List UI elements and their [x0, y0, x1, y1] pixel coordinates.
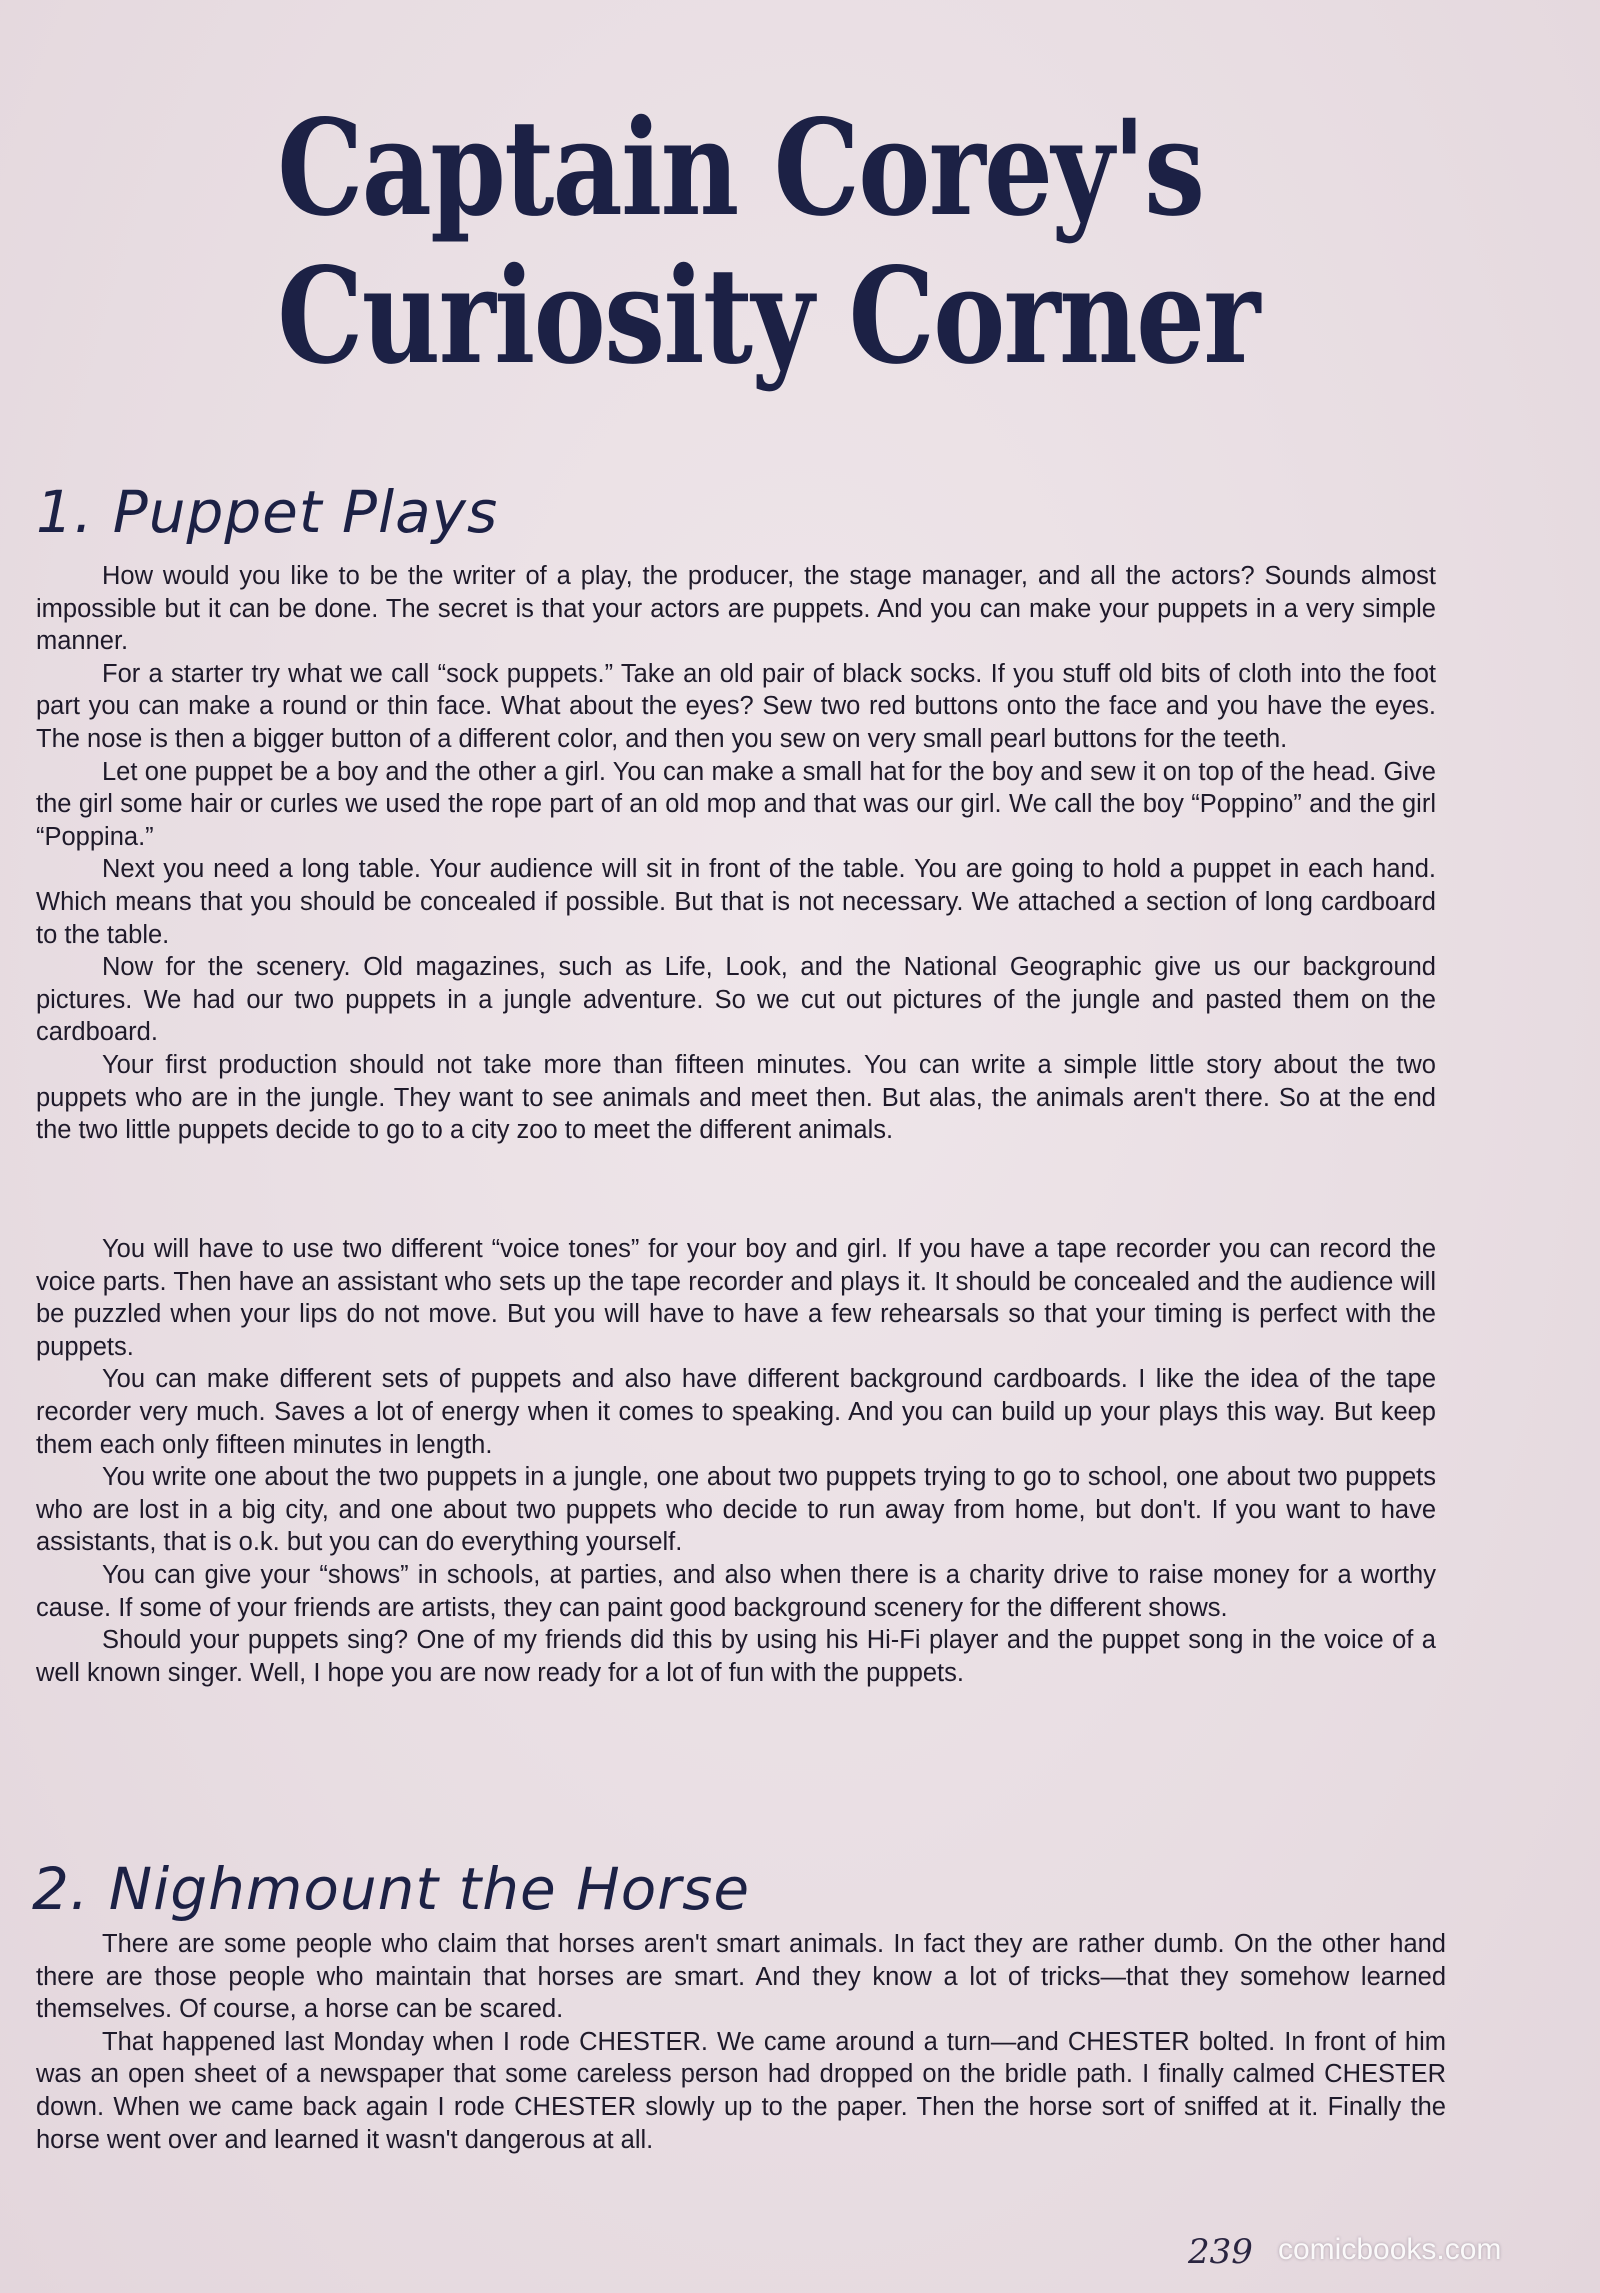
paragraph: You write one about the two puppets in a jungle, one about two puppets trying to go to school, one about two puppets who are lost in a big city, and one about two puppets who decide to run away from home, but don't. If you want to have assistants, that is o.k. but you can do everything yourself. — [36, 1463, 1436, 1557]
puppet-plays-body-part-2 — [36, 1233, 1436, 1689]
page-number: 239 — [1188, 2232, 1253, 2272]
paragraph: Should your puppets sing? One of my friends did this by using his Hi-Fi player and the puppet song in the voice of a well known singer. Well, I hope you are now ready for a lot of fun with the puppets. — [36, 1626, 1436, 1687]
paragraph: For a starter try what we call “sock puppets.” Take an old pair of black socks. If you stuff old bits of cloth into the foot part you can make a round or thin face. What about the eyes? Sew two red buttons onto the face and you have the eyes. The nose is then a bigger button of a different color, and then you sew on very small pearl buttons for the teeth. — [36, 659, 1436, 753]
section-heading-nighmount-the-horse: 2. Nighmount the Horse — [32, 1855, 750, 1923]
section-heading-puppet-plays: 1. Puppet Plays — [36, 478, 499, 546]
title-line-1: Captain Corey's — [277, 91, 1204, 246]
paragraph: Let one puppet be a boy and the other a girl. You can make a small hat for the boy and sew it on top of the head. Give the girl some hair or curles we used the rope part of an old mop and that was our girl. We call the boy “Poppino” and the girl “Poppina.” — [36, 757, 1436, 851]
paragraph: There are some people who claim that horses aren't smart animals. In fact they are rather dumb. On the other hand there are those people who maintain that horses are smart. And they know a lot of tricks—that they somehow learned themselves. Of course, a horse can be scared. — [36, 1930, 1446, 2024]
paragraph: You can make different sets of puppets and also have different background cardboards. I like the idea of the tape recorder very much. Saves a lot of energy when it comes to speaking. And you can build up your plays this way. But keep them each only fifteen minutes in length. — [36, 1365, 1436, 1459]
paragraph: You will have to use two different “voice tones” for your boy and girl. If you have a tape recorder you can record the voice parts. Then have an assistant who sets up the tape recorder and plays it. It should be concealed and the audience will be puzzled when your lips do not move. But you will have to have a few rehearsals so that your timing is perfect with the puppets. — [36, 1235, 1436, 1361]
nighmount-body — [36, 1928, 1446, 2156]
paragraph: Your first production should not take more than fifteen minutes. You can write a simple little story about the two puppets who are in the jungle. They want to see animals and meet then. But alas, the animals aren't there. So at the end the two little puppets decide to go to a city zoo to meet the different animals. — [36, 1050, 1436, 1145]
page-title — [180, 91, 1260, 394]
paragraph: How would you like to be the writer of a play, the producer, the stage manager, and all the actors? Sounds almost impossible but it can be done. The secret is that your actors are puppets. And you can make your puppets in a very simple manner. — [36, 562, 1436, 656]
paragraph: That happened last Monday when I rode CHESTER. We came around a turn—and CHESTER bolted. In front of him was an open sheet of a newspaper that some careless person had dropped on the bridle path. I finally calmed CHESTER down. When we came back again I rode CHESTER slowly up to the paper. Then the horse sort of sniffed at it. Finally the horse went over and learned it wasn't dangerous at all. — [36, 2027, 1446, 2154]
puppet-plays-body-part-1 — [36, 560, 1436, 1147]
watermark: comicbooks.com — [1278, 2233, 1502, 2266]
paragraph: You can give your “shows” in schools, at parties, and also when there is a charity drive to raise money for a worthy cause. If some of your friends are artists, they can paint good background scenery for the different shows. — [36, 1560, 1436, 1622]
paragraph: Now for the scenery. Old magazines, such as Life, Look, and the National Geographic give us our background pictures. We had our two puppets in a jungle adventure. So we cut out pictures of the jungle and pasted them on the cardboard. — [36, 953, 1436, 1047]
title-line-2: Curiosity Corner — [277, 239, 1259, 394]
paragraph: Next you need a long table. Your audience will sit in front of the table. You are going to hold a puppet in each hand. Which means that you should be concealed if possible. But that is not necessary. We attached a section of long cardboard to the table. — [36, 855, 1436, 949]
